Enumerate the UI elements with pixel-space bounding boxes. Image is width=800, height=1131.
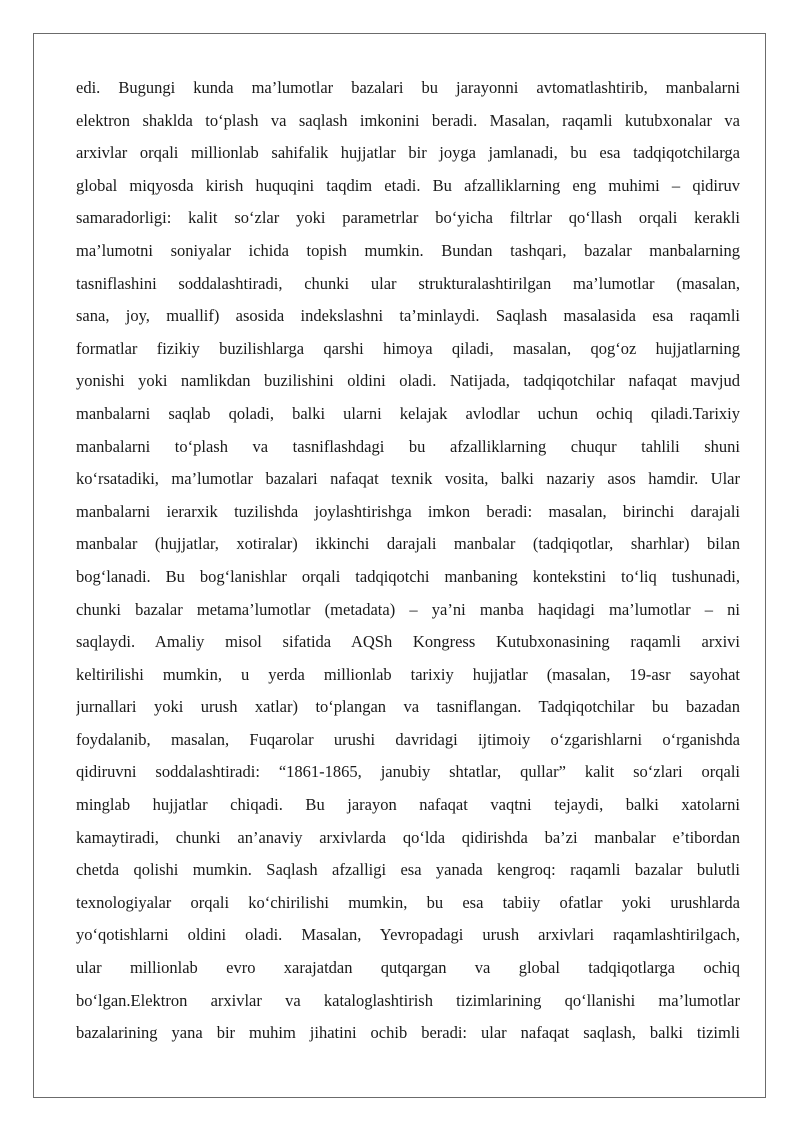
text-line: ular millionlab evro xarajatdan qutqargan va global tadqiqotlarga ochiq [76, 958, 740, 978]
text-line: arxivlar orqali millionlab sahifalik hujjatlar bir joyga jamlanadi, bu esa tadqiqotchilarga [76, 143, 740, 163]
text-line: ko‘rsatadiki, ma’lumotlar bazalari nafaqat texnik vosita, balki nazariy asos hamdir. Ular [76, 469, 740, 489]
text-line: bazalarining yana bir muhim jihatini ochib beradi: ular nafaqat saqlash, balki tizimli [76, 1023, 740, 1043]
text-line: qidiruvni soddalashtiradi: “1861-1865, janubiy shtatlar, qullar” kalit so‘zlari orqali [76, 762, 740, 782]
text-line: elektron shaklda to‘plash va saqlash imkonini beradi. Masalan, raqamli kutubxonalar va [76, 110, 740, 130]
text-line: foydalanib, masalan, Fuqarolar urushi davridagi ijtimoiy o‘zgarishlarni o‘rganishda [76, 729, 740, 749]
text-line: samaradorligi: kalit so‘zlar yoki parametrlar bo‘yicha filtrlar qo‘llash orqali kerakli [76, 208, 740, 228]
text-line: minglab hujjatlar chiqadi. Bu jarayon nafaqat vaqtni tejaydi, balki xatolarni [76, 795, 740, 815]
text-line: bog‘lanadi. Bu bog‘lanishlar orqali tadqiqotchi manbaning kontekstini to‘liq tushunadi, [76, 566, 740, 586]
text-line: saqlaydi. Amaliy misol sifatida AQSh Kongress Kutubxonasining raqamli arxivi [76, 632, 740, 652]
text-line: texnologiyalar orqali ko‘chirilishi mumkin, bu esa tabiiy ofatlar yoki urushlarda [76, 892, 740, 912]
text-line: manbalarni to‘plash va tasniflashdagi bu afzalliklarning chuqur tahlili shuni [76, 436, 740, 456]
text-line: bo‘lgan.Elektron arxivlar va kataloglashtirish tizimlarining qo‘llanishi ma’lumotlar [76, 990, 740, 1010]
text-line: tasniflashini soddalashtiradi, chunki ular strukturalashtirilgan ma’lumotlar (masalan, [76, 273, 740, 293]
text-line: chetda qolishi mumkin. Saqlash afzalligi esa yanada kengroq: raqamli bazalar bulutli [76, 860, 740, 880]
body-text [76, 72, 740, 1050]
text-line: sana, joy, muallif) asosida indekslashni ta’minlaydi. Saqlash masalasida esa raqamli [76, 306, 740, 326]
text-line: yonishi yoki namlikdan buzilishini oldini oladi. Natijada, tadqiqotchilar nafaqat mavjud [76, 371, 740, 391]
text-line: chunki bazalar metama’lumotlar (metadata) – ya’ni manba haqidagi ma’lumotlar – ni [76, 599, 740, 619]
text-line: kamaytiradi, chunki an’anaviy arxivlarda qo‘lda qidirishda ba’zi manbalar e’tibordan [76, 827, 740, 847]
text-line: edi. Bugungi kunda ma’lumotlar bazalari bu jarayonni avtomatlashtirib, manbalarni [76, 78, 740, 97]
text-line: manbalarni ierarxik tuzilishda joylashtirishga imkon beradi: masalan, birinchi darajali [76, 501, 740, 521]
text-line: ma’lumotni soniyalar ichida topish mumkin. Bundan tashqari, bazalar manbalarning [76, 240, 740, 260]
text-line: yo‘qotishlarni oldini oladi. Masalan, Yevropadagi urush arxivlari raqamlashtirilgach, [76, 925, 740, 945]
text-line: manbalarni saqlab qoladi, balki ularni kelajak avlodlar uchun ochiq qiladi.Tarixiy [76, 403, 740, 423]
text-line: keltirilishi mumkin, u yerda millionlab tarixiy hujjatlar (masalan, 19-asr sayohat [76, 664, 740, 684]
text-line: jurnallari yoki urush xatlar) to‘plangan va tasniflangan. Tadqiqotchilar bu bazadan [76, 697, 740, 717]
text-line: global miqyosda kirish huquqini taqdim etadi. Bu afzalliklarning eng muhimi – qidiruv [76, 175, 740, 195]
text-line: formatlar fizikiy buzilishlarga qarshi himoya qiladi, masalan, qog‘oz hujjatlarning [76, 338, 740, 358]
text-line: manbalar (hujjatlar, xotiralar) ikkinchi darajali manbalar (tadqiqotlar, sharhlar) bilan [76, 534, 740, 554]
